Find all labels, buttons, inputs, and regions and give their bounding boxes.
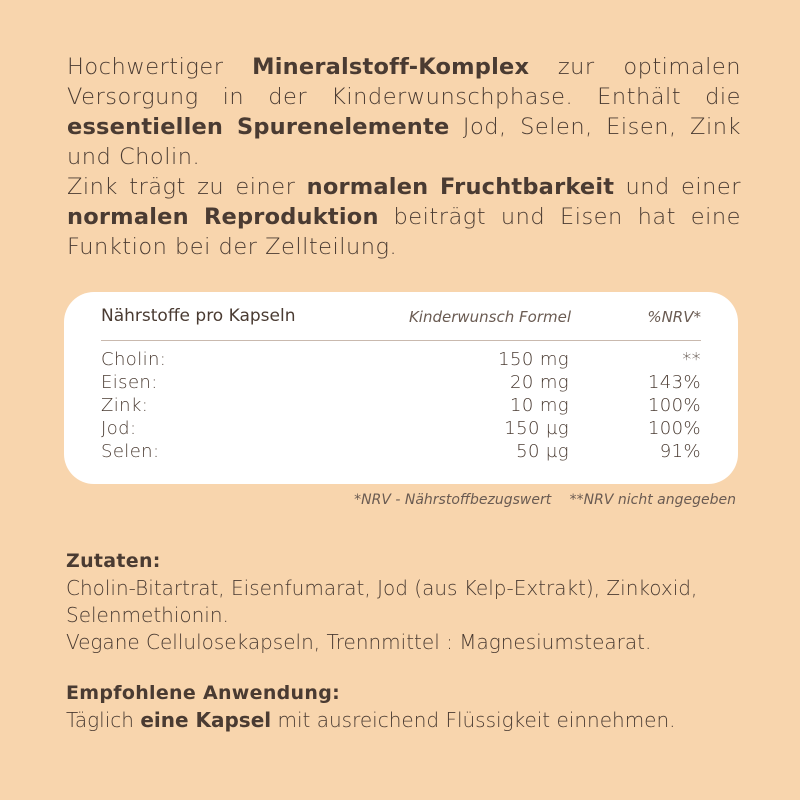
highlight-trace-elements: essentiellen Spurenelemente: [67, 114, 450, 140]
highlight-fertility: normalen Fruchtbarkeit: [306, 174, 615, 200]
text: Täglich: [66, 708, 141, 732]
formula-column-header: Kinderwunsch Formel: [408, 308, 571, 326]
nutrient-nrv: 100%: [647, 395, 701, 416]
ingredients-line-1: Cholin-Bitartrat, Eisenfumarat, Jod (aus Kelp-Extrakt), Zinkoxid, Selenmethionin.: [66, 576, 698, 627]
highlight-reproduction: normalen Reproduktion: [67, 204, 379, 230]
table-row: [101, 417, 701, 440]
text: beiträgt und Eisen hat eine Funktion bei der Zellteilung.: [67, 204, 741, 260]
nutrient-table-card: [64, 292, 738, 484]
nutrient-nrv: **: [682, 349, 701, 370]
table-row: [101, 440, 701, 463]
nutrient-amount: 150 mg: [498, 349, 569, 370]
nutrient-nrv: 143%: [647, 372, 701, 393]
table-divider: [101, 340, 701, 341]
usage-text: [66, 707, 746, 734]
footnote-not-given: **NRV nicht angegeben: [569, 492, 736, 508]
table-title: Nährstoffe pro Kapseln: [101, 306, 296, 326]
ingredients-section: [66, 548, 746, 656]
nutrient-nrv: 100%: [647, 418, 701, 439]
nutrient-name: Eisen:: [101, 372, 158, 393]
table-row: [101, 394, 701, 417]
table-row: [101, 348, 701, 371]
nutrient-amount: 50 µg: [516, 441, 569, 462]
nrv-column-header: %NRV*: [647, 308, 701, 326]
nutrient-amount: 150 µg: [504, 418, 569, 439]
product-description: [67, 52, 741, 262]
footnote-nrv: *NRV - Nährstoffbezugswert: [354, 492, 552, 508]
nutrient-name: Zink:: [101, 395, 149, 416]
table-footnotes: [354, 492, 736, 508]
description-paragraph-1: [67, 52, 741, 172]
nutrient-name: Jod:: [101, 418, 137, 439]
text: und einer: [614, 174, 741, 200]
nutrient-rows: [101, 348, 701, 463]
ingredients-heading: Zutaten:: [66, 550, 161, 572]
highlight-mineral-complex: Mineralstoff-Komplex: [252, 54, 530, 80]
nutrient-table-header: [101, 306, 701, 336]
nutrient-amount: 20 mg: [510, 372, 569, 393]
nutrient-name: Cholin:: [101, 349, 167, 370]
usage-heading: Empfohlene Anwendung:: [66, 682, 340, 704]
text: Hochwertiger: [67, 54, 253, 80]
text: zur optimalen Versorgung in der Kinderwunschphase. Enthält die: [67, 54, 741, 110]
text: mit ausreichend Flüssigkeit einnehmen.: [271, 708, 676, 732]
ingredients-line-2: Vegane Cellulosekapseln, Trennmittel : Magnesiumstearat.: [66, 630, 652, 654]
text: Jod, Selen, Eisen, Zink und Cholin.: [67, 114, 741, 170]
table-row: [101, 371, 701, 394]
description-paragraph-2: [67, 172, 741, 262]
usage-section: [66, 680, 746, 734]
highlight-one-capsule: eine Kapsel: [140, 708, 272, 732]
text: Zink trägt zu einer: [67, 174, 307, 200]
nutrient-amount: 10 mg: [510, 395, 569, 416]
nutrient-nrv: 91%: [659, 441, 701, 462]
nutrient-name: Selen:: [101, 441, 160, 462]
